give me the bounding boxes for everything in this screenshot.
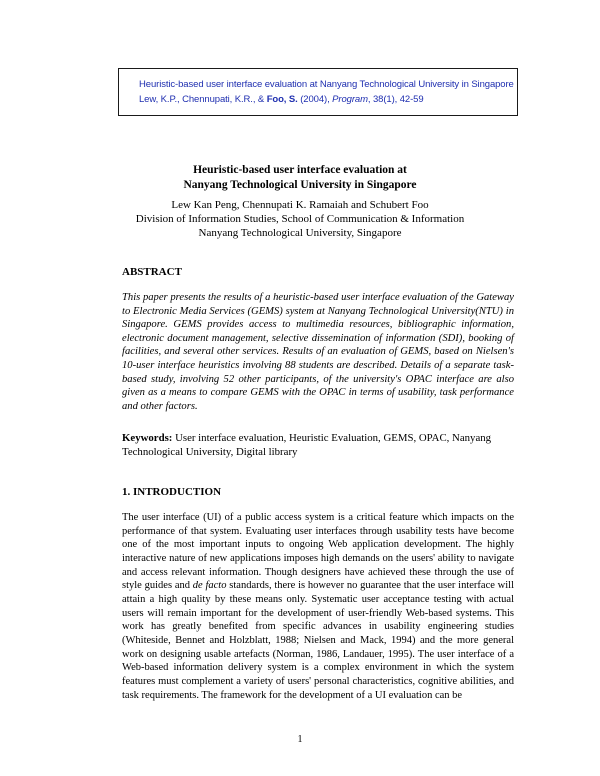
abstract-body: This paper presents the results of a heuristic-based user interface evaluation of the Gateway to Electronic Media Services (GEMS) system at Nanyang Technological University(NTU) in Singapore. GEMS provides access to multimedia resources, bibliographic information, electronic document management, selective dissemination of information (SDI), booking of facilities, and several other services. Results of an evaluation of GEMS, based on Nielsen's 10-user interface heuristics involving 88 students are described. Details of a separate task-based study, involving 52 other participants, of the university's OPAC interface are also given as a means to compare GEMS with the OPAC in terms of usability, task performance and other factors.: [122, 292, 514, 412]
affiliation-line-2: Nanyang Technological University, Singapore: [198, 227, 402, 239]
introduction-heading: 1. INTRODUCTION: [122, 486, 222, 498]
citation-reference: [139, 92, 517, 107]
introduction-italic-term: de facto: [192, 580, 227, 592]
abstract-heading: ABSTRACT: [122, 266, 182, 278]
citation-title: Heuristic-based user interface evaluation at Nanyang Technological University in Singapore: [139, 79, 514, 90]
keywords-text: User interface evaluation, Heuristic Evaluation, GEMS, OPAC, Nanyang Technological University, Digital library: [122, 432, 492, 458]
introduction-text-part-1: The user interface (UI) of a public access system is a critical feature which impacts on the performance of that system. Evaluating user interfaces through usability tests have become one of the most important inputs to ongoing Web application development. The highly interactive nature of new applications imposes high demands on the users' ability to navigate and access relevant information. Though designers have achieved these through the use of style guides and: [122, 512, 514, 592]
citation-year: (2004),: [300, 94, 330, 105]
introduction-text-part-2: standards, there is however no guarantee that the user interface will attain a high quality by these means only. Systematic user acceptance testing with actual users will remain important for the development of user-friendly Web-based systems. This work has greatly benefited from specific advances in usability engineering studies (Whiteside, Bennet and Holzblatt, 1988; Nielsen and Mack, 1994) and the more general work on designing usable artefacts (Norman, 1986, Landauer, 1995). The user interface of a Web-based information delivery system is a complex environment in which the system features must complement a variety of users' personal characteristics, cognitive abilities, and task requirements. The framework for the development of a UI evaluation can be: [122, 580, 515, 701]
paper-title-line-2: Nanyang Technological University in Singapore: [183, 179, 417, 191]
paper-title: [0, 163, 600, 193]
author-names: Lew Kan Peng, Chennupati K. Ramaiah and Schubert Foo: [171, 199, 429, 211]
author-block: [0, 198, 600, 240]
paper-title-line-1: Heuristic-based user interface evaluation at: [193, 164, 407, 176]
citation-authors: Lew, K.P., Chennupati, K.R., &: [139, 94, 265, 105]
keywords: [122, 431, 514, 459]
citation-box: [118, 68, 518, 116]
page-number: 1: [297, 734, 303, 745]
affiliation-line-1: Division of Information Studies, School of Communication & Information: [135, 213, 465, 225]
keywords-label: Keywords:: [122, 432, 173, 444]
citation-journal: Program: [332, 94, 368, 105]
introduction-body: [122, 511, 514, 702]
citation-volume: , 38(1), 42-59: [367, 94, 424, 105]
citation-author-bold: Foo, S.: [266, 94, 298, 105]
